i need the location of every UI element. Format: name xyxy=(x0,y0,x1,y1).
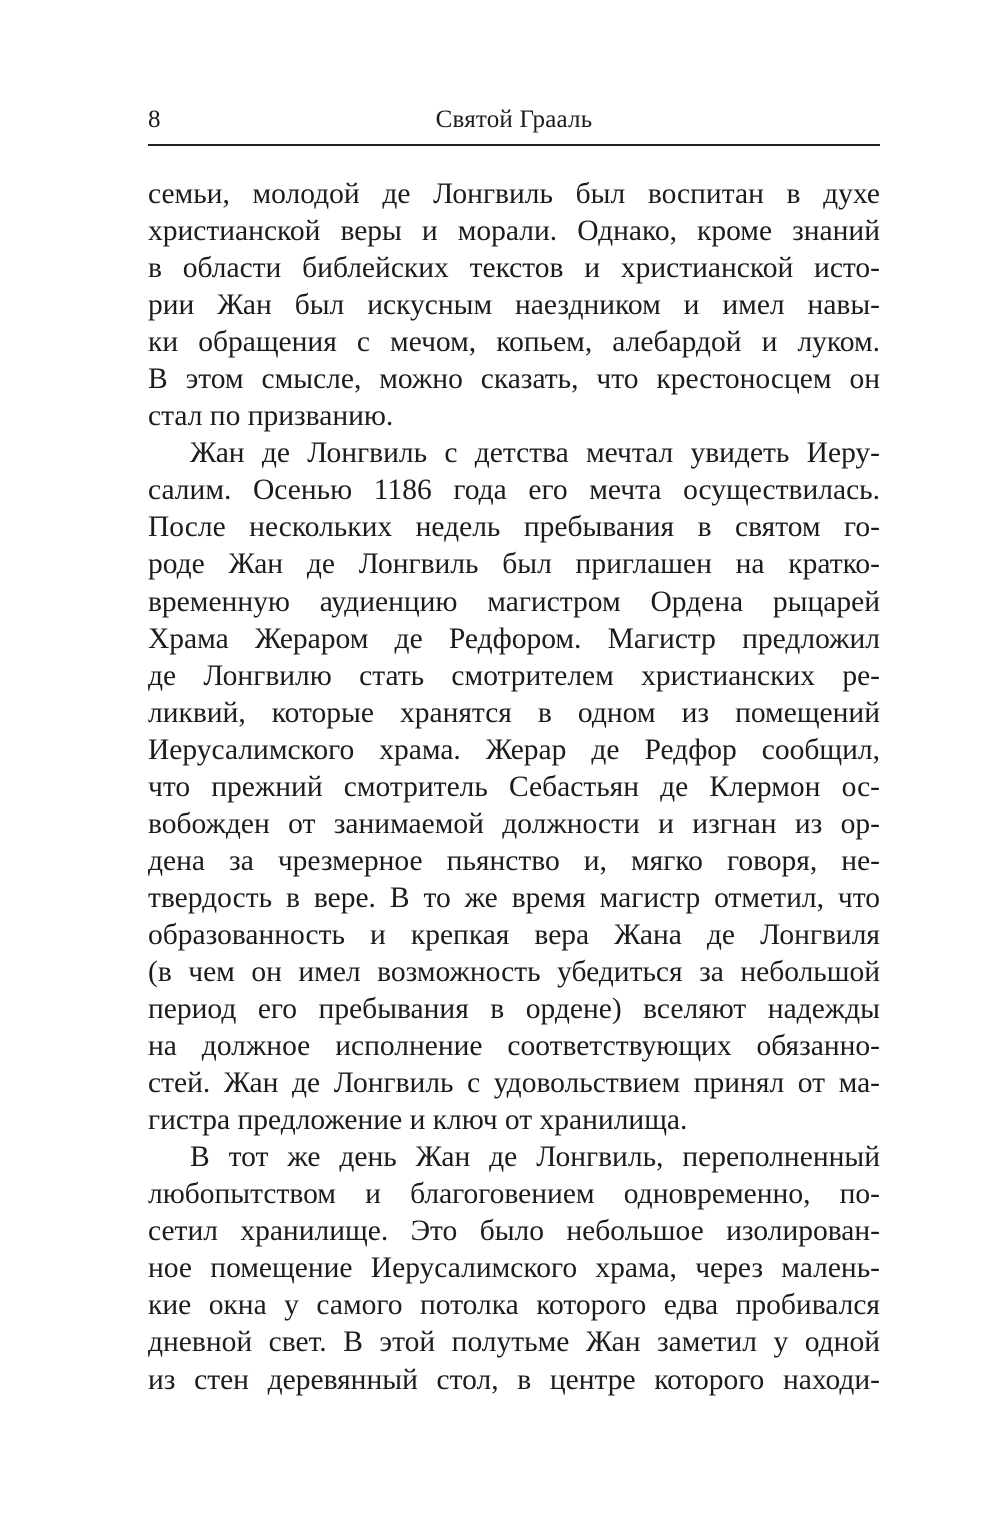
text-line: семьи, молодой де Лонгвиль был воспитан в духе xyxy=(148,178,880,210)
paragraph xyxy=(148,176,880,435)
text-line: ликвий, которые хранятся в одном из помещений xyxy=(148,696,880,729)
text-line: стей. Жан де Лонгвиль с удовольствием принял от ма- xyxy=(148,1067,880,1100)
text-line: период его пребывания в ордене) вселяют надежды xyxy=(148,993,880,1026)
text-line: в области библейских текстов и христианской исто- xyxy=(148,252,880,285)
text-line: рии Жан был искусным наездником и имел навы- xyxy=(148,289,880,322)
text-line: ное помещение Иерусалимского храма, через малень- xyxy=(148,1252,880,1285)
paragraph xyxy=(148,435,880,1139)
text-line: Жан де Лонгвиль с детства мечтал увидеть Иеру- xyxy=(190,437,880,470)
text-line: что прежний смотритель Себастьян де Клермон ос- xyxy=(148,770,880,803)
text-line: ки обращения с мечом, копьем, алебардой и луком. xyxy=(148,326,880,359)
text-line: дневной свет. В этой полутьме Жан заметил у одной xyxy=(148,1326,880,1359)
text-line: твердость в вере. В то же время магистр отметил, что xyxy=(148,881,880,914)
page-number: 8 xyxy=(148,106,161,133)
running-head xyxy=(148,104,880,138)
text-line: любопытством и благоговением одновременно, по- xyxy=(148,1178,880,1211)
text-line: на должное исполнение соответствующих обязанно- xyxy=(148,1030,880,1063)
header-rule xyxy=(148,144,880,146)
paragraph xyxy=(148,1139,880,1398)
text-line: временную аудиенцию магистром Ордена рыцарей xyxy=(148,585,880,618)
text-line: образованность и крепкая вера Жана де Лонгвиля xyxy=(148,918,880,951)
text-line: кие окна у самого потолка которого едва пробивался xyxy=(148,1289,880,1322)
text-line: (в чем он имел возможность убедиться за небольшой xyxy=(148,955,880,988)
text-line: гистра предложение и ключ от хранилища. xyxy=(148,1104,688,1137)
text-line: де Лонгвилю стать смотрителем христианских ре- xyxy=(148,659,880,692)
text-line: роде Жан де Лонгвиль был приглашен на кратко- xyxy=(148,548,880,581)
text-line: В этом смысле, можно сказать, что крестоносцем он xyxy=(148,363,880,396)
text-line: дена за чрезмерное пьянство и, мягко говоря, не- xyxy=(148,844,880,877)
text-line: из стен деревянный стол, в центре которого находи- xyxy=(148,1363,880,1396)
text-line: стал по призванию. xyxy=(148,400,394,433)
body-text xyxy=(148,176,880,1399)
running-title: Святой Грааль xyxy=(435,106,593,133)
text-line: христианской веры и морали. Однако, кроме знаний xyxy=(148,215,880,248)
text-line: Храма Жераром де Редфором. Магистр предложил xyxy=(148,622,880,655)
text-line: В тот же день Жан де Лонгвиль, переполненный xyxy=(190,1141,880,1174)
text-line: вобожден от занимаемой должности и изгнан из ор- xyxy=(148,807,880,840)
text-line: салим. Осенью 1186 года его мечта осуществилась. xyxy=(148,474,880,507)
text-line: сетил хранилище. Это было небольшое изолирован- xyxy=(148,1215,880,1248)
text-line: После нескольких недель пребывания в святом го- xyxy=(148,511,880,544)
text-line: Иерусалимского храма. Жерар де Редфор сообщил, xyxy=(148,733,880,766)
